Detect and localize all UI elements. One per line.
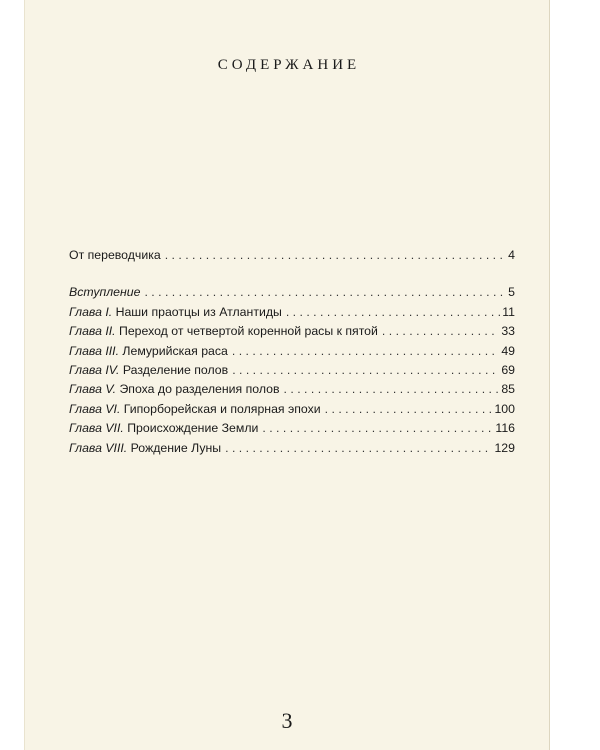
dot-leader: [262, 421, 493, 435]
dot-leader: [225, 441, 492, 455]
dot-leader: [284, 382, 500, 396]
toc-entry-label: Глава VIII. Рождение Луны: [69, 440, 222, 455]
toc-entry-chapter-3[interactable]: [69, 344, 515, 363]
toc-entry-translator[interactable]: [69, 248, 515, 267]
toc-entry-page: 69: [501, 362, 515, 377]
toc-entry-chapter-7[interactable]: [69, 421, 515, 440]
toc-entry-label: Вступление: [69, 285, 141, 300]
toc-entry-label: Глава VI. Гипорборейская и полярная эпохи: [69, 401, 321, 416]
toc-entry-chapter-6[interactable]: [69, 402, 515, 421]
toc-entry-label: Глава I. Наши праотцы из Атлантиды: [69, 304, 282, 319]
toc-entry-label: От переводчика: [69, 248, 161, 262]
dot-leader: [144, 285, 506, 299]
toc-entry-page: 11: [502, 304, 515, 319]
book-page: [24, 0, 550, 750]
dot-leader: [232, 344, 499, 358]
table-of-contents: [69, 248, 515, 460]
toc-entry-page: 4: [508, 248, 515, 262]
toc-entry-chapter-2[interactable]: [69, 324, 515, 343]
toc-entry-page: 85: [501, 382, 515, 397]
page-title: СОДЕРЖАНИЕ: [217, 57, 361, 73]
toc-entry-page: 49: [501, 343, 515, 358]
toc-entry-page: 33: [501, 324, 515, 339]
dot-leader: [165, 248, 506, 262]
toc-entry-page: 100: [494, 401, 515, 416]
toc-entry-chapter-8[interactable]: [69, 441, 515, 460]
dot-leader: [325, 402, 493, 416]
toc-entry-chapter-1[interactable]: [69, 305, 515, 324]
toc-entry-page: 116: [495, 421, 515, 436]
dot-leader: [286, 305, 500, 319]
toc-entry-chapter-4[interactable]: [69, 363, 515, 382]
toc-entry-page: 129: [494, 440, 515, 455]
toc-entry-label: Глава II. Переход от четвертой коренной расы к пятой: [69, 324, 378, 339]
toc-entry-introduction[interactable]: [69, 285, 515, 304]
toc-entry-chapter-5[interactable]: [69, 382, 515, 401]
toc-entry-label: Глава VII. Происхождение Земли: [69, 421, 259, 436]
toc-entry-page: 5: [508, 285, 515, 300]
dot-leader: [382, 324, 499, 338]
toc-entry-label: Глава III. Лемурийская раса: [69, 343, 228, 358]
toc-entry-label: Глава V. Эпоха до разделения полов: [69, 382, 280, 397]
page-number: 3: [281, 708, 293, 733]
dot-leader: [232, 363, 499, 377]
toc-entry-label: Глава IV. Разделение полов: [69, 362, 229, 377]
